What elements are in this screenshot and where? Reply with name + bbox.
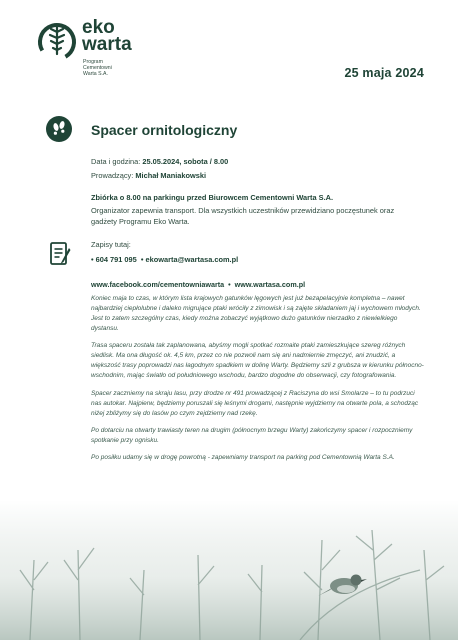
description-paragraph: Trasa spaceru została tak zaplanowana, abyśmy mogli spotkać rozmaite ptaki zamieszkujące szereg różnych siedlisk. Ma ona długość ok. 4,5 km, przez co nie pozwoli nam się ani nadmiernie zmęczyć, ani znudzić, a większość trasy poprowadzi nas łagodnym spadkiem w dolinę Warty. Będziemy szli z grubsza w kierunku północno-wschodnim, mając światło od południowego wschodu, bardzo dogodne do obserwacji, czy fotografowania.	[91, 342, 424, 380]
date-time-line	[91, 157, 228, 166]
forest-bird-illustration	[0, 500, 458, 640]
leaf-logo-icon	[36, 20, 78, 62]
leader-line	[91, 171, 206, 180]
phone-number[interactable]: 604 791 095	[95, 255, 137, 264]
facebook-link[interactable]: www.facebook.com/cementowniawarta	[91, 280, 225, 289]
registration-contact: • 604 791 095 • ekowarta@wartasa.com.pl	[91, 255, 239, 264]
logo-subtitle	[83, 59, 112, 78]
email-link[interactable]: ekowarta@wartasa.com.pl	[145, 255, 239, 264]
date-label: Data i godzina:	[91, 157, 141, 166]
event-title: Spacer ornitologiczny	[91, 122, 238, 138]
meeting-point: Zbiórka o 8.00 na parkingu przed Biurowcem Cementowni Warta S.A.	[91, 193, 334, 202]
leader-value: Michał Maniakowski	[135, 171, 207, 180]
description-paragraph: Spacer zaczniemy na skraju lasu, przy drodze nr 491 prowadzącej z Raciszyna do wsi Smolarze – to tu podrzuci nas autokar. Najpierw, będziemy poruszali się leśnymi drogami, następnie wyjdziemy na otwarte pola, a schodząc niżej zbliżymy się do lasów po czym zejdziemy nad rzekę.	[91, 389, 419, 417]
eko-warta-logo	[36, 18, 166, 80]
logo-word-warta: warta	[82, 34, 132, 55]
leader-label: Prowadzący:	[91, 171, 134, 180]
logo-sub-line: Program	[83, 59, 103, 65]
logo-sub-line: Warta S.A.	[83, 71, 108, 78]
description-paragraph: Po dotarciu na otwarty trawiasty teren na drugim (północnym brzegu Warty) zakończymy spacer i rozpoczniemy spotkanie przy ognisku.	[91, 426, 413, 444]
web-links: www.facebook.com/cementowniawarta • www.wartasa.com.pl	[91, 280, 306, 289]
organizer-note: Organizator zapewnia transport. Dla wszystkich uczestników przewidziano poczęstunek oraz gadżety Programu Eko Warta.	[91, 206, 395, 226]
description-paragraph: Po posiłku udamy się w drogę powrotną - zapewniamy transport na parking pod Cementownią Warta S.A.	[91, 453, 395, 461]
event-description	[91, 294, 425, 470]
logo-word-eko: eko	[82, 17, 115, 38]
description-paragraph: Koniec maja to czas, w którym lista krajowych gatunków lęgowych jest już bezapelacyjnie kompletna – nawet najbardziej ciepłolubne i daleko migrujące ptaki wróciły z zimowisk i są zajęte składaniem jaj i wychowem młodych. Jest to zatem szczególny czas, kiedy można zobaczyć wyjątkowo dużo gatunków nierzadko z niewielkiego dystansu.	[91, 295, 421, 333]
website-link[interactable]: www.wartasa.com.pl	[234, 280, 306, 289]
logo-sub-line: Cementowni	[83, 65, 112, 72]
form-icon	[49, 240, 73, 268]
event-date-banner: 25 maja 2024	[344, 66, 424, 80]
footprints-icon	[46, 116, 72, 142]
date-value: 25.05.2024, sobota / 8.00	[142, 157, 229, 166]
registration-label: Zapisy tutaj:	[91, 240, 131, 249]
